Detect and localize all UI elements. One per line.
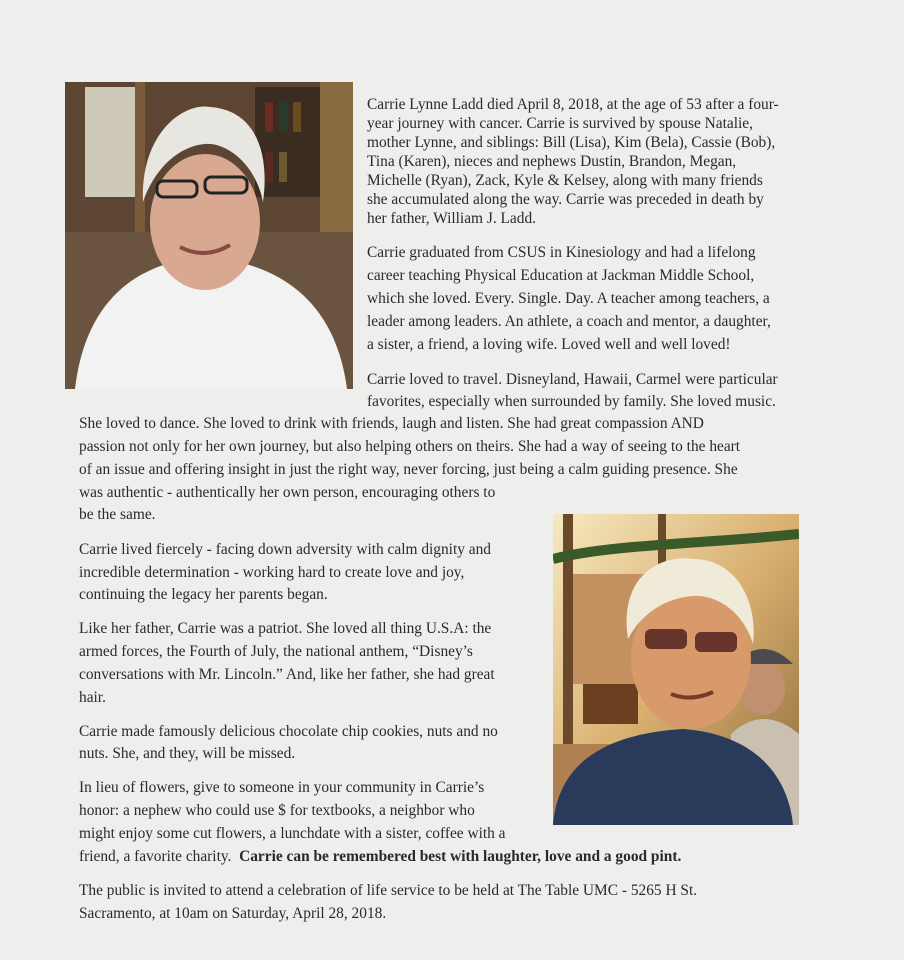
portrait-illustration-bottom <box>553 514 799 825</box>
p6-line-1: Carrie made famously delicious chocolate chip cookies, nuts and no <box>79 723 498 740</box>
p4-line-1: Carrie lived fiercely - facing down adversity with calm dignity and <box>79 541 491 558</box>
p1-line-7: her father, William J. Ladd. <box>367 210 537 227</box>
p1-line-6: she accumulated along the way. Carrie was preceded in death by <box>367 191 764 208</box>
p2-line-2: career teaching Physical Education at Jackman Middle School, <box>367 267 755 284</box>
p3-line-6: was authentic - authentically her own person, encouraging others to <box>79 484 496 501</box>
p8-line-1: The public is invited to attend a celebration of life service to be held at The Table UMC - 5265 H St. <box>79 882 698 899</box>
p7-line-1: In lieu of flowers, give to someone in your community in Carrie’s <box>79 779 485 796</box>
p2-line-5: a sister, a friend, a loving wife. Loved well and well loved! <box>367 336 731 353</box>
p1-line-3: mother Lynne, and siblings: Bill (Lisa), Kim (Bela), Cassie (Bob), <box>367 134 776 151</box>
p2-line-1: Carrie graduated from CSUS in Kinesiology and had a lifelong <box>367 244 756 261</box>
p7-line-2: honor: a nephew who could use $ for textbooks, a neighbor who <box>79 802 475 819</box>
p3-line-2: favorites, especially when surrounded by family. She loved music. <box>367 393 776 410</box>
p6-line-2: nuts. She, and they, will be missed. <box>79 745 296 762</box>
p7-plain-text: friend, a favorite charity. <box>79 848 232 865</box>
portrait-photo-bottom <box>553 514 799 825</box>
p8-line-2: Sacramento, at 10am on Saturday, April 28, 2018. <box>79 905 387 922</box>
p4-line-3: continuing the legacy her parents began. <box>79 586 328 603</box>
p2-line-3: which she loved. Every. Single. Day. A teacher among teachers, a <box>367 290 770 307</box>
p7-bold-text: Carrie can be remembered best with laughter, love and a good pint. <box>239 848 682 865</box>
p2-line-4: leader among leaders. An athlete, a coach and mentor, a daughter, <box>367 313 771 330</box>
p5-line-1: Like her father, Carrie was a patriot. She loved all thing U.S.A: the <box>79 620 492 637</box>
p1-line-5: Michelle (Ryan), Zack, Kyle & Kelsey, along with many friends <box>367 172 763 189</box>
p3-line-3: She loved to dance. She loved to drink with friends, laugh and listen. She had great compassion AND <box>79 415 704 432</box>
p1-line-2: year journey with cancer. Carrie is survived by spouse Natalie, <box>367 115 753 132</box>
p5-line-4: hair. <box>79 689 106 706</box>
portrait-photo-top <box>65 82 353 389</box>
p3-line-7: be the same. <box>79 506 156 523</box>
p7-line-4 <box>79 847 681 866</box>
p1-line-4: Tina (Karen), nieces and nephews Dustin, Brandon, Megan, <box>367 153 737 170</box>
portrait-illustration-top <box>65 82 353 389</box>
p4-line-2: incredible determination - working hard to create love and joy, <box>79 564 465 581</box>
p7-line-3: might enjoy some cut flowers, a lunchdate with a sister, coffee with a <box>79 825 506 842</box>
p5-line-3: conversations with Mr. Lincoln.” And, like her father, she had great <box>79 666 495 683</box>
p3-line-1: Carrie loved to travel. Disneyland, Hawaii, Carmel were particular <box>367 371 778 388</box>
p1-line-1: Carrie Lynne Ladd died April 8, 2018, at the age of 53 after a four- <box>367 96 779 113</box>
p3-line-4: passion not only for her own journey, but also helping others on theirs. She had a way of seeing to the heart <box>79 438 741 455</box>
p5-line-2: armed forces, the Fourth of July, the national anthem, “Disney’s <box>79 643 473 660</box>
p3-line-5: of an issue and offering insight in just the right way, never forcing, just being a calm guiding presence. She <box>79 461 738 478</box>
